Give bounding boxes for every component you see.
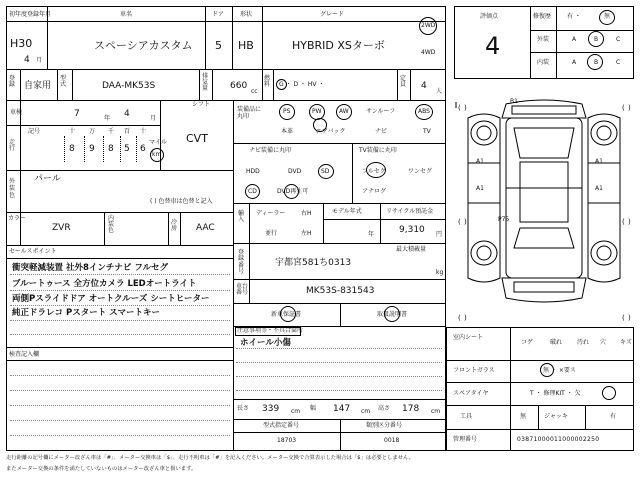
fuel-label: 燃料 xyxy=(264,75,271,88)
recycle-unit: 円 xyxy=(436,231,443,238)
divider xyxy=(273,69,274,100)
seat-ana: 穴 xyxy=(600,339,607,346)
divider xyxy=(120,136,121,162)
ac: AAC xyxy=(196,223,215,233)
jack-value: 有 xyxy=(610,413,617,420)
divider xyxy=(84,136,85,162)
reg-label: 登録番号 xyxy=(238,249,245,275)
divider xyxy=(6,21,446,22)
car-name: スペーシアカスタム xyxy=(94,39,193,52)
interior-color-label: 内装色 xyxy=(108,215,115,234)
divider xyxy=(6,347,233,348)
divider xyxy=(10,390,230,391)
grade-label: グレード xyxy=(320,11,345,18)
divider xyxy=(530,6,531,79)
designation-label: 型式指定番号 xyxy=(263,422,300,429)
divider xyxy=(380,203,381,243)
width: 147 xyxy=(333,404,351,414)
tools-label: 工具 xyxy=(460,413,473,420)
divider xyxy=(585,405,586,429)
month-unit: 月 xyxy=(36,57,43,64)
displacement: 660 xyxy=(230,81,248,91)
diagram-label: A1 xyxy=(595,158,603,165)
divider xyxy=(236,348,442,349)
recycle-label: リサイクル預託金 xyxy=(386,208,434,215)
tools-value: 無 xyxy=(520,413,527,420)
svg-text:(: ( xyxy=(458,314,461,322)
equip-tv: TV xyxy=(423,128,431,135)
drive-4wd: 4WD xyxy=(421,49,436,56)
exterior-label: 外装色 xyxy=(9,178,16,200)
vin-number: MK53S-831543 xyxy=(306,286,375,296)
notes-text: ホイール小傷 xyxy=(240,338,291,348)
divider xyxy=(136,136,137,162)
divider xyxy=(262,69,263,100)
notes-label: 注意事項等・不具合箇所 xyxy=(237,327,304,334)
model-year-unit: 年 xyxy=(368,231,375,238)
divider xyxy=(168,212,169,245)
svg-text:(: ( xyxy=(622,218,625,226)
capacity-label: 定員 xyxy=(400,75,407,88)
equip-ps: PS xyxy=(283,108,291,115)
equip-navi: ナビ xyxy=(375,128,388,135)
svg-text:): ) xyxy=(628,218,631,226)
divider xyxy=(233,399,446,400)
mileage-unit-hyaku: 百 xyxy=(124,128,131,135)
divider xyxy=(340,419,341,451)
divider xyxy=(233,203,446,204)
color-code: ZVR xyxy=(52,223,71,233)
shape-label: 形状 xyxy=(240,11,253,18)
divider xyxy=(10,435,230,436)
max-load-unit: kg xyxy=(436,269,444,276)
divider xyxy=(10,305,230,306)
divider xyxy=(6,100,446,101)
tv-label: TV装備に丸印 xyxy=(359,147,397,154)
reg-number: 宇都宮581ち0313 xyxy=(275,258,352,268)
divider xyxy=(205,6,206,69)
mileage-unit-sen: 千 xyxy=(108,128,115,135)
sales-line-3: 両側Pスライドドア オートクルーズ シートヒーター xyxy=(12,294,210,304)
diagram-label: B1 xyxy=(510,98,518,105)
length: 339 xyxy=(262,404,280,414)
score: 4 xyxy=(485,32,501,60)
sales-line-2: ブルートゥース 全方位カメラ LEDオートライト xyxy=(12,279,197,289)
mileage-digit-3: 8 xyxy=(108,144,114,154)
year-label: 初年度登録年月 xyxy=(9,11,52,18)
width-unit: cm xyxy=(361,408,371,415)
capacity: 4 xyxy=(421,81,427,91)
divider xyxy=(397,69,398,100)
navi-sd: SD xyxy=(321,168,330,175)
inspection-year: 7 xyxy=(74,109,80,119)
divider xyxy=(236,362,442,363)
svg-text:(: ( xyxy=(458,104,461,112)
jack-label: ジャッキ xyxy=(544,413,568,420)
navi-hdd: HDD xyxy=(246,168,260,175)
divider xyxy=(352,143,353,203)
divider xyxy=(72,69,73,100)
equip-airbag: エアバック xyxy=(316,128,346,135)
divider xyxy=(20,100,21,245)
equip-sunroof: サンルーフ xyxy=(366,108,396,115)
inspector-label: 検査記入欄 xyxy=(9,351,40,358)
navi-dvd: DVD xyxy=(288,168,302,175)
disp-unit: cc xyxy=(251,88,258,95)
divider xyxy=(410,69,411,100)
first-reg-year: H30 xyxy=(10,37,33,50)
divider xyxy=(6,170,233,171)
int-circle xyxy=(587,54,603,70)
navi-dvd-play: DVD再生可 xyxy=(277,188,309,195)
body-shape: HB xyxy=(238,39,254,52)
inspection-month-unit: 月 xyxy=(150,115,157,122)
svg-text:): ) xyxy=(464,218,467,226)
import-label: 輸入 xyxy=(238,210,245,223)
int-a: A xyxy=(572,59,577,66)
divider xyxy=(446,429,634,430)
divider xyxy=(323,203,324,243)
divider xyxy=(20,69,21,100)
import-parallel: 並行 xyxy=(265,230,278,237)
divider xyxy=(6,125,160,126)
mileage-mile: マイル xyxy=(149,139,167,146)
new-warranty: 新車保証書 xyxy=(271,311,302,318)
capacity-unit: 人 xyxy=(436,88,443,95)
exterior-note: ( ) 色替車は色替と記入 xyxy=(150,198,213,205)
int-b: B xyxy=(594,59,599,66)
divider xyxy=(236,390,442,391)
control-number: 03871000011000002250 xyxy=(517,436,600,443)
designation-value: 18703 xyxy=(277,437,297,444)
equip-aw: AW xyxy=(339,108,349,115)
divider xyxy=(10,420,230,421)
divider xyxy=(103,136,104,162)
manual: 取扱説明書 xyxy=(377,311,408,318)
mileage-label: 走行 xyxy=(9,139,16,152)
divider xyxy=(249,203,250,243)
length-unit: cm xyxy=(291,408,301,415)
shift: CVT xyxy=(186,132,208,145)
import-dealer: ディーラー xyxy=(256,210,286,217)
equip-pw: PW xyxy=(312,108,322,115)
use: 自家用 xyxy=(24,81,52,91)
int-label: 内装 xyxy=(537,59,550,66)
repair-label: 修復歴 xyxy=(533,13,552,20)
length-label: 長さ xyxy=(237,405,250,412)
divider xyxy=(446,360,634,361)
divider xyxy=(510,327,511,451)
divider xyxy=(212,69,213,100)
navi-cd: CD xyxy=(248,188,257,195)
use-label: 登録 xyxy=(9,75,16,88)
equip-abs: ABS xyxy=(418,108,430,115)
sales-label: セールスポイント xyxy=(9,248,57,255)
ext-a: A xyxy=(572,36,577,43)
navi-label: ナビ装備に丸印 xyxy=(249,147,292,154)
divider xyxy=(199,69,200,100)
divider xyxy=(233,432,446,433)
divider xyxy=(233,143,446,144)
import-left: 左H xyxy=(301,230,312,237)
repair-options: 有 ・ xyxy=(567,13,581,20)
svg-text:): ) xyxy=(464,314,467,322)
inspection-label: 車検 xyxy=(10,109,23,116)
mileage-digit-1: 8 xyxy=(69,144,75,154)
divider xyxy=(530,52,634,53)
model-label: 型式 xyxy=(60,75,67,88)
divider xyxy=(10,405,230,406)
divider xyxy=(262,6,263,69)
inspection-year-unit: 年 xyxy=(104,115,111,122)
svg-text:(: ( xyxy=(622,314,625,322)
svg-text:(: ( xyxy=(458,218,461,226)
glass-options: 無 ・ ×要ス xyxy=(543,367,576,374)
divider xyxy=(6,360,233,361)
diagram-label: A1 xyxy=(476,185,484,192)
tv-fullseg: フルセグ xyxy=(362,168,386,175)
divider xyxy=(232,6,233,69)
model-year-label: モデル年式 xyxy=(332,208,362,215)
divider xyxy=(323,219,446,220)
car-name-label: 車名 xyxy=(120,11,133,18)
svg-text:(: ( xyxy=(622,104,625,112)
divider xyxy=(10,320,230,321)
tv-oneseg: ワンセグ xyxy=(408,168,433,175)
svg-text:): ) xyxy=(628,314,631,322)
mileage-row-label: 記号 xyxy=(28,128,41,135)
first-reg-month: 4 xyxy=(24,55,30,65)
equip-leather: 本革 xyxy=(281,128,294,135)
spare-circle xyxy=(602,386,616,400)
tv-analog: アナログ xyxy=(362,188,387,195)
divider xyxy=(530,30,634,31)
diagram-label: P75 xyxy=(498,216,510,223)
divider xyxy=(10,334,230,335)
ext-b: B xyxy=(594,36,599,43)
divider xyxy=(233,243,446,244)
glass-label: フロントガラス xyxy=(453,367,495,374)
max-load-label: 最大積載量 xyxy=(396,246,427,253)
diagram-label: A1 xyxy=(595,185,603,192)
mileage-digit-2: 9 xyxy=(89,144,95,154)
sales-line-1: 衝突軽減装置 社外8インチナビ フルセグ xyxy=(12,263,168,273)
mileage-km: km xyxy=(152,151,162,158)
vin-label: 車台番号 xyxy=(236,283,249,297)
divider xyxy=(180,212,181,245)
mileage-digit-4: 5 xyxy=(124,144,130,154)
control-label: 管理番号 xyxy=(453,436,478,443)
divider xyxy=(236,376,442,377)
spare-options: T ・ 修理KIT ・ 欠 xyxy=(530,390,581,397)
doors: 5 xyxy=(215,39,222,52)
seat-koge: コゲ xyxy=(521,339,534,346)
seat-yabure: 破れ xyxy=(550,339,563,346)
door-label: ドア xyxy=(212,11,224,18)
divider xyxy=(556,6,557,79)
divider xyxy=(6,212,233,213)
svg-text:): ) xyxy=(464,104,467,112)
seat-label: 室内シート xyxy=(453,334,484,341)
divider xyxy=(249,243,250,303)
grade: HYBRID XSターボ xyxy=(292,39,385,52)
category-label: 類別区分番号 xyxy=(366,422,403,429)
height: 178 xyxy=(402,404,420,414)
inspection-month: 4 xyxy=(124,109,130,119)
divider xyxy=(340,303,341,326)
footer-line-1: 走行距離の記号欄にメーター改ざん車は「#」、メーター交換車は「$」、走行不明車は「#」を記入ください。メーター交換で合算表示した場合は「$」は必要としません。 xyxy=(6,455,414,461)
width-label: 幅 xyxy=(310,405,317,412)
drive-2wd: 2WD xyxy=(421,22,436,29)
divider xyxy=(446,382,634,383)
int-c: C xyxy=(616,59,621,66)
disp-label: 排気量 xyxy=(202,73,209,92)
diagram-label: A1 xyxy=(476,158,484,165)
divider xyxy=(57,69,58,100)
height-unit: cm xyxy=(431,408,441,415)
divider xyxy=(10,274,230,275)
car-diagram xyxy=(454,88,634,324)
mileage-digit-5: 6 xyxy=(140,144,146,154)
shift-label: シフト xyxy=(192,101,211,108)
import-right: 右H xyxy=(301,210,312,217)
divider xyxy=(446,405,634,406)
model: DAA-MK53S xyxy=(102,81,156,91)
divider xyxy=(6,258,233,259)
repair-none: 無 xyxy=(604,13,611,20)
spare-label: スペアタイヤ xyxy=(453,390,489,397)
ext-label: 外装 xyxy=(537,36,550,43)
divider xyxy=(64,136,65,162)
exterior-color: パール xyxy=(34,174,61,184)
ac-label: 冷房 xyxy=(171,219,178,232)
ext-c: C xyxy=(616,36,621,43)
fuel-options: G ・ D ・ HV ・ xyxy=(279,81,325,88)
mileage-unit-10man: 十 xyxy=(69,128,76,135)
divider xyxy=(233,279,446,280)
divider xyxy=(538,405,539,429)
mileage-unit-juu: 十 xyxy=(140,128,147,135)
svg-text:): ) xyxy=(628,104,631,112)
height-label: 高さ xyxy=(378,405,391,412)
category-value: 0018 xyxy=(384,437,400,444)
seat-kizu: キズ xyxy=(620,339,632,346)
divider xyxy=(104,212,105,245)
divider xyxy=(10,290,230,291)
score-label: 評価点 xyxy=(480,13,499,20)
equipment-label: 装備品に丸印 xyxy=(237,106,262,120)
mileage-unit-man: 万 xyxy=(89,128,96,135)
recycle-amount: 9,310 xyxy=(399,225,425,235)
divider xyxy=(10,375,230,376)
sales-line-4: 純正ドラレコ Pスタート スマートキー xyxy=(12,308,160,318)
divider xyxy=(6,245,233,246)
color-code-label: カラー xyxy=(8,215,27,222)
seat-yogore: 汚れ xyxy=(577,339,590,346)
footer-line-2: またメーター交換の条件を満たしていないものはメーター改ざん車と扱います。 xyxy=(6,466,197,472)
